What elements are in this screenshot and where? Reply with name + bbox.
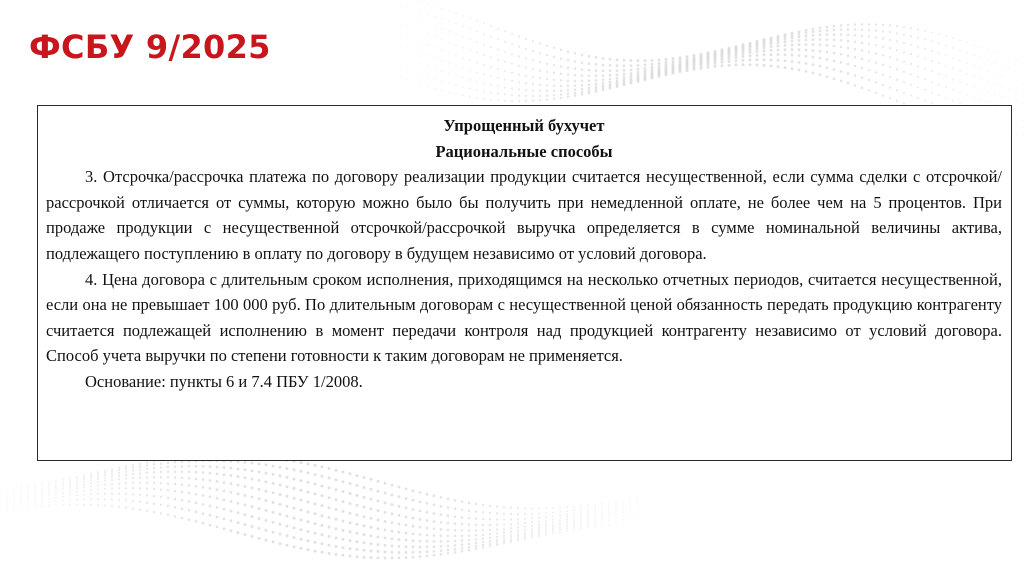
text-box [37, 105, 1012, 461]
bottom-left-dot-wave [0, 454, 638, 560]
box-heading-primary: Упрощенный бухучет [443, 116, 605, 135]
paragraph-basis: Основание: пункты 6 и 7.4 ПБУ 1/2008. [85, 371, 363, 391]
slide-title: ФСБУ 9/2025 [29, 28, 271, 66]
paragraph-item-3: 3. Отсрочка/рассрочка платежа по договору реализации продукции считается несущественной, если сумма сделки с отсрочкой/рассрочкой отличается от суммы, которую можно было бы получить при немедленной оплате, не более чем на 5 процентов. При продаже продукции с несущественной отсрочкой/рассрочкой выручка определяется в сумме номинальной величины актива, подлежащего поступлению в оплату по договору в будущем независимо от условий договора. [46, 167, 1002, 263]
box-heading-secondary: Рациональные способы [435, 141, 613, 161]
paragraph-item-4: 4. Цена договора с длительным сроком исполнения, приходящимся на несколько отчетных периодов, считается несущественной, если она не превышает 100 000 руб. По длительным договорам с несущественной ценой обязанность передать продукцию контрагенту считается подлежащей исполнению в момент передачи контроля над продукцией контрагенту независимо от условий договора. Способ учета выручки по степени готовности к таким договорам не применяется. [46, 269, 1002, 366]
